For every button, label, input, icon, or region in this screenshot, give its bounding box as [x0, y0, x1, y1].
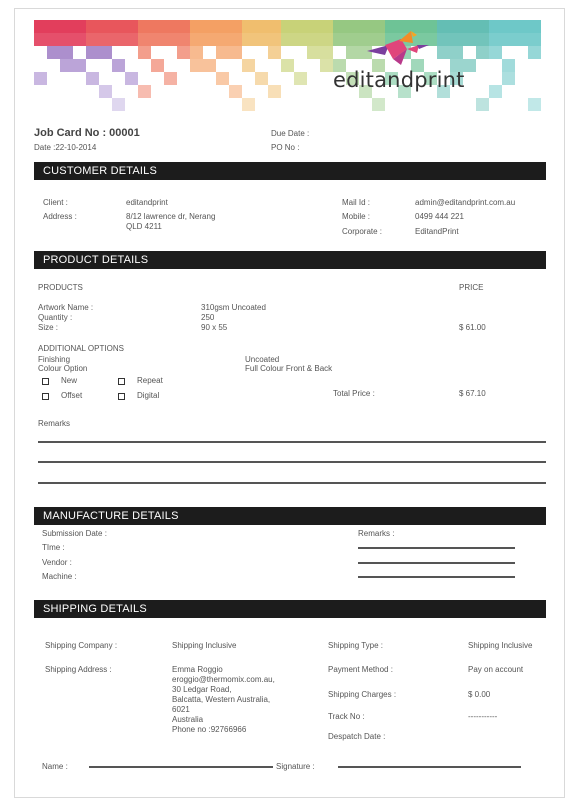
mosaic-tile — [112, 98, 125, 111]
mosaic-tile — [73, 33, 86, 46]
mosaic-tile — [138, 33, 151, 46]
mosaic-tile — [125, 72, 138, 85]
mosaic-tile — [34, 20, 47, 33]
mosaic-tile — [164, 20, 177, 33]
submission-date-label: Submission Date : — [42, 529, 107, 538]
mosaic-tile — [229, 33, 242, 46]
shipping-address-label: Shipping Address : — [45, 665, 112, 674]
repeat-option-label: Repeat — [137, 376, 163, 385]
mosaic-tile — [216, 33, 229, 46]
machine-label: Machine : — [42, 572, 77, 581]
price-header: PRICE — [459, 283, 484, 292]
mosaic-tile — [255, 72, 268, 85]
mosaic-tile — [86, 33, 99, 46]
mosaic-tile — [99, 85, 112, 98]
despatch-date-label: Despatch Date : — [328, 732, 386, 741]
manufacture-details-bar — [34, 507, 546, 525]
mosaic-tile — [112, 33, 125, 46]
mosaic-tile — [86, 72, 99, 85]
editandprint-logo — [333, 29, 473, 99]
mosaic-tile — [203, 59, 216, 72]
mosaic-tile — [164, 33, 177, 46]
mosaic-tile — [268, 85, 281, 98]
total-price-value: $ 67.10 — [459, 389, 486, 398]
mosaic-tile — [229, 46, 242, 59]
mosaic-tile — [515, 33, 528, 46]
mosaic-tile — [528, 33, 541, 46]
shipping-details-bar — [34, 600, 546, 618]
mosaic-tile — [86, 20, 99, 33]
mosaic-tile — [99, 33, 112, 46]
colour-option-label: Colour Option — [38, 364, 88, 373]
corporate-label: Corporate : — [342, 227, 383, 236]
mosaic-tile — [268, 46, 281, 59]
mosaic-tile — [242, 98, 255, 111]
remarks-label: Remarks — [38, 419, 71, 428]
po-number-label: PO No : — [271, 143, 300, 152]
mosaic-tile — [281, 33, 294, 46]
mosaic-tile — [190, 46, 203, 59]
finishing-label: Finishing — [38, 355, 71, 364]
remarks-line[interactable] — [38, 441, 546, 443]
mosaic-tile — [60, 46, 73, 59]
product-price: $ 61.00 — [459, 323, 486, 332]
mosaic-tile — [177, 33, 190, 46]
mosaic-tile — [294, 33, 307, 46]
remarks-line[interactable] — [38, 482, 546, 484]
mosaic-tile — [502, 20, 515, 33]
total-price-label: Total Price : — [333, 389, 375, 398]
digital-checkbox[interactable] — [118, 393, 125, 400]
products-header: PRODUCTS — [38, 283, 83, 292]
mosaic-tile — [47, 46, 60, 59]
mosaic-tile — [528, 46, 541, 59]
signature-label: Signature : — [276, 762, 315, 771]
mosaic-tile — [177, 46, 190, 59]
mosaic-tile — [242, 20, 255, 33]
customer-details-title: CUSTOMER DETAILS — [43, 165, 158, 177]
product-labels: Artwork Name : Quantity : Size : — [38, 303, 94, 332]
mosaic-tile — [112, 20, 125, 33]
mosaic-tile — [86, 46, 99, 59]
finishing-value: Uncoated — [245, 355, 280, 364]
mosaic-tile — [138, 85, 151, 98]
mosaic-tile — [307, 20, 320, 33]
mosaic-tile — [138, 46, 151, 59]
mosaic-tile — [476, 33, 489, 46]
mosaic-tile — [60, 33, 73, 46]
due-date-label: Due Date : — [271, 129, 310, 138]
mosaic-tile — [476, 20, 489, 33]
customer-details-bar — [34, 162, 546, 180]
mosaic-tile — [138, 20, 151, 33]
mosaic-tile — [489, 46, 502, 59]
manufacture-remarks-line[interactable] — [358, 547, 515, 549]
client-label: Client : — [43, 198, 68, 207]
mosaic-tile — [294, 72, 307, 85]
digital-option-label: Digital — [137, 391, 160, 400]
mosaic-tile — [320, 59, 333, 72]
new-option-label: New — [61, 376, 78, 385]
mosaic-tile — [47, 33, 60, 46]
mosaic-tile — [515, 20, 528, 33]
mosaic-tile — [242, 59, 255, 72]
mosaic-tile — [489, 33, 502, 46]
manufacture-details-title: MANUFACTURE DETAILS — [43, 510, 179, 522]
mosaic-tile — [489, 20, 502, 33]
mosaic-tile — [47, 20, 60, 33]
manufacture-remarks-line[interactable] — [358, 562, 515, 564]
mosaic-tile — [151, 20, 164, 33]
payment-method-label: Payment Method : — [328, 665, 393, 674]
shipping-type-value: Shipping Inclusive — [468, 641, 533, 650]
new-checkbox[interactable] — [42, 378, 49, 385]
mosaic-tile — [216, 20, 229, 33]
mosaic-tile — [255, 20, 268, 33]
shipping-charges-value: $ 0.00 — [468, 690, 491, 699]
mosaic-tile — [99, 20, 112, 33]
job-card-page — [14, 8, 565, 798]
mosaic-tile — [203, 33, 216, 46]
mosaic-tile — [151, 33, 164, 46]
time-label: TIme : — [42, 543, 65, 552]
mosaic-tile — [320, 33, 333, 46]
mosaic-tile — [99, 46, 112, 59]
repeat-checkbox[interactable] — [118, 378, 125, 385]
address-value: 8/12 lawrence dr, Nerang QLD 4211 — [126, 212, 216, 231]
mosaic-tile — [528, 20, 541, 33]
manufacture-remarks-label: Remarks : — [358, 529, 395, 538]
mobile-value: 0499 444 221 — [415, 212, 464, 221]
mail-label: Mail Id : — [342, 198, 371, 207]
mosaic-tile — [268, 20, 281, 33]
hummingbird-logo-icon — [367, 29, 437, 69]
mosaic-tile — [34, 72, 47, 85]
mosaic-tile — [281, 59, 294, 72]
mosaic-tile — [177, 20, 190, 33]
mosaic-tile — [151, 59, 164, 72]
mosaic-tile — [229, 85, 242, 98]
mosaic-tile — [203, 20, 216, 33]
mosaic-tile — [320, 46, 333, 59]
mosaic-tile — [476, 98, 489, 111]
vendor-label: Vendor : — [42, 558, 72, 567]
colour-option-value: Full Colour Front & Back — [245, 364, 333, 373]
mosaic-tile — [281, 20, 294, 33]
mosaic-tile — [73, 20, 86, 33]
mosaic-tile — [216, 72, 229, 85]
mosaic-tile — [502, 72, 515, 85]
mosaic-tile — [268, 33, 281, 46]
product-details-bar — [34, 251, 546, 269]
payment-method-value: Pay on account — [468, 665, 524, 674]
track-number-label: Track No : — [328, 712, 365, 721]
product-details-title: PRODUCT DETAILS — [43, 254, 149, 266]
name-label: Name : — [42, 762, 68, 771]
job-date: Date :22-10-2014 — [34, 143, 97, 152]
remarks-line[interactable] — [38, 461, 546, 463]
shipping-charges-label: Shipping Charges : — [328, 690, 397, 699]
additional-options-title: ADDITIONAL OPTIONS — [38, 344, 124, 353]
shipping-company-value: Shipping Inclusive — [172, 641, 237, 650]
mosaic-tile — [216, 46, 229, 59]
mosaic-tile — [307, 46, 320, 59]
mosaic-tile — [112, 59, 125, 72]
mosaic-tile — [190, 33, 203, 46]
mosaic-tile — [125, 33, 138, 46]
mosaic-tile — [242, 33, 255, 46]
mosaic-tile — [255, 33, 268, 46]
mosaic-tile — [502, 59, 515, 72]
mosaic-tile — [229, 20, 242, 33]
logo-wordmark: editandprint — [333, 68, 465, 92]
address-label: Address : — [43, 212, 77, 221]
client-value: editandprint — [126, 198, 168, 207]
offset-checkbox[interactable] — [42, 393, 49, 400]
shipping-type-label: Shipping Type : — [328, 641, 384, 650]
offset-option-label: Offset — [61, 391, 83, 400]
mosaic-tile — [73, 59, 86, 72]
mosaic-tile — [60, 20, 73, 33]
track-number-value: ----------- — [468, 712, 498, 721]
mosaic-tile — [34, 33, 47, 46]
mosaic-tile — [294, 20, 307, 33]
mosaic-tile — [60, 59, 73, 72]
mosaic-tile — [489, 85, 502, 98]
manufacture-remarks-line[interactable] — [358, 576, 515, 578]
job-card-number: Job Card No : 00001 — [34, 127, 140, 139]
mosaic-tile — [502, 33, 515, 46]
mosaic-tile — [164, 72, 177, 85]
shipping-address-value: Emma Roggio eroggio@thermomix.com.au, 30 Ledgar Road, Balcatta, Western Australia, 6021 Australia Phone no :92766966 — [172, 665, 275, 734]
shipping-details-title: SHIPPING DETAILS — [43, 603, 147, 615]
mosaic-tile — [528, 98, 541, 111]
mosaic-tile — [476, 46, 489, 59]
mosaic-tile — [372, 98, 385, 111]
mosaic-tile — [190, 59, 203, 72]
mosaic-tile — [307, 33, 320, 46]
product-values: 310gsm Uncoated 250 90 x 55 — [201, 303, 266, 332]
shipping-company-label: Shipping Company : — [45, 641, 118, 650]
mosaic-tile — [320, 20, 333, 33]
name-line[interactable] — [89, 766, 273, 768]
mosaic-tile — [190, 20, 203, 33]
mosaic-tile — [125, 20, 138, 33]
signature-line[interactable] — [338, 766, 521, 768]
mobile-label: Mobile : — [342, 212, 371, 221]
corporate-value: EditandPrint — [415, 227, 459, 236]
mail-value: admin@editandprint.com.au — [415, 198, 516, 207]
